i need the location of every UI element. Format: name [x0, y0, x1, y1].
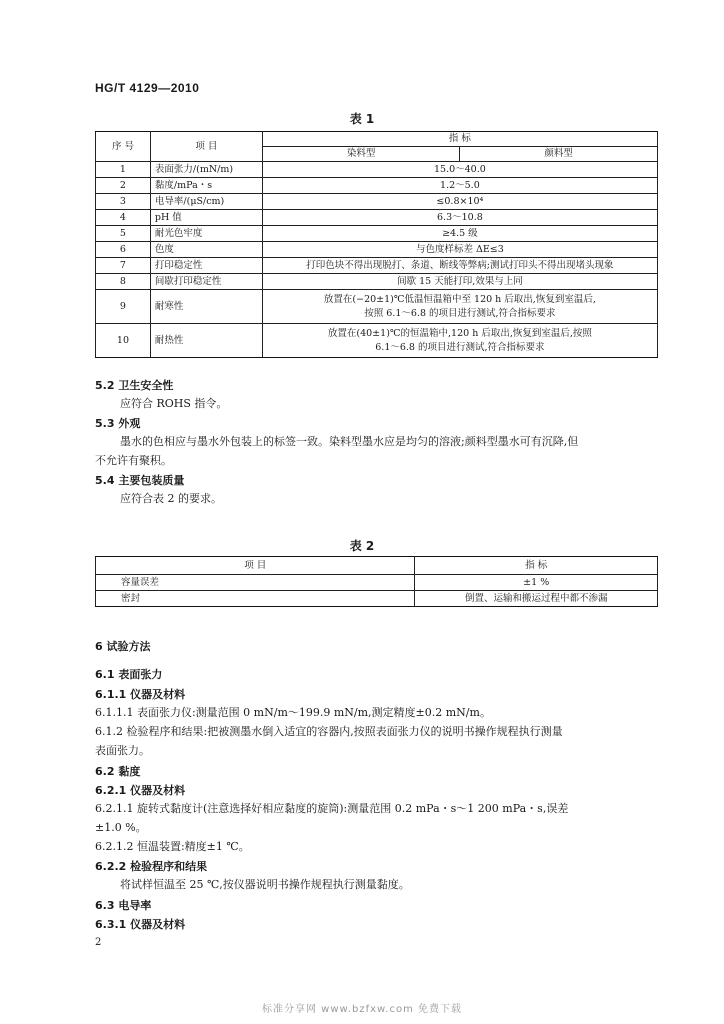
section-6-2-1-1-text-line1: 6.2.1.1 旋转式黏度计(注意选择好相应黏度的旋筒):测量范围 0.2 mPa・s～1 200 mPa・s,误差	[95, 802, 569, 815]
table-row	[96, 575, 658, 591]
section-6-1-1-heading: 6.1.1 仪器及材料	[95, 688, 186, 701]
row-item: 耐光色牢度	[150, 226, 262, 242]
row-item: 打印稳定性	[150, 258, 262, 274]
standard-number: HG/T 4129—2010	[95, 81, 200, 95]
section-6-3-1-heading: 6.3.1 仪器及材料	[95, 918, 186, 931]
header-pigment: 颜料型	[460, 147, 658, 162]
row-value: 倒置、运输和搬运过程中都不渗漏	[415, 591, 658, 607]
section-6-2-1-1-text-line2: ±1.0 %。	[95, 821, 147, 834]
table1	[95, 131, 658, 358]
row-value: 1.2～5.0	[262, 178, 657, 194]
row-no: 5	[96, 226, 151, 242]
row-no: 3	[96, 194, 151, 210]
section-5-2-text: 应符合 ROHS 指令。	[120, 397, 228, 410]
section-6-1-1-1-text: 6.1.1.1 表面张力仪:测量范围 0 mN/m～199.9 mN/m,测定精度±0.2 mN/m。	[95, 706, 491, 719]
table-row	[96, 591, 658, 607]
header-seq: 序 号	[96, 132, 151, 162]
row-value: 与色度样标差 ΔE≤3	[262, 242, 657, 258]
row-item: 耐热性	[150, 324, 262, 358]
row-value: 间歇 15 天能打印,效果与上同	[262, 274, 657, 290]
section-6-2-heading: 6.2 黏度	[95, 765, 141, 778]
header-dye: 染料型	[262, 147, 460, 162]
section-5-3-heading: 5.3 外观	[95, 417, 141, 430]
section-5-2-heading: 5.2 卫生安全性	[95, 379, 174, 392]
row-item: 色度	[150, 242, 262, 258]
section-6-2-2-text: 将试样恒温至 25 ℃,按仪器说明书操作规程执行测量黏度。	[120, 878, 410, 891]
row-no: 6	[96, 242, 151, 258]
section-5-3-text-line1: 墨水的色相应与墨水外包装上的标签一致。染料型墨水应是均匀的溶液;颜料型墨水可有沉降,但	[120, 435, 579, 448]
table-row	[96, 324, 658, 358]
table-row	[96, 226, 658, 242]
table-row	[96, 242, 658, 258]
table1-caption: 表 1	[349, 112, 375, 126]
table2-caption: 表 2	[349, 539, 375, 553]
row-item: 电导率/(μS/cm)	[150, 194, 262, 210]
row-value: ±1 %	[415, 575, 658, 591]
section-6-1-2-text-line2: 表面张力。	[95, 744, 150, 757]
row-item: 容量误差	[96, 575, 415, 591]
table-row	[96, 178, 658, 194]
table-row	[96, 290, 658, 324]
row-item: 表面张力/(mN/m)	[150, 162, 262, 178]
table-row	[96, 274, 658, 290]
row-value: 放置在(40±1)℃的恒温箱中,120 h 后取出,恢复到室温后,按照 6.1～6.8 的项目进行测试,符合指标要求	[262, 324, 657, 358]
section-6-1-heading: 6.1 表面张力	[95, 668, 163, 681]
row-no: 1	[96, 162, 151, 178]
footer-watermark: 标准分享网 www.bzfxw.com 免费下载	[262, 1004, 462, 1015]
row-item: 间歇打印稳定性	[150, 274, 262, 290]
row-no: 9	[96, 290, 151, 324]
section-6-1-2-text-line1: 6.1.2 检验程序和结果:把被测墨水倒入适宜的容器内,按照表面张力仪的说明书操作规程执行测量	[95, 725, 563, 738]
section-6-heading: 6 试验方法	[95, 640, 151, 653]
row-item: 黏度/mPa・s	[150, 178, 262, 194]
row-value: 15.0～40.0	[262, 162, 657, 178]
section-6-3-heading: 6.3 电导率	[95, 899, 152, 912]
row-value: 放置在(−20±1)℃低温恒温箱中至 120 h 后取出,恢复到室温后, 按照 6.1～6.8 的项目进行测试,符合指标要求	[262, 290, 657, 324]
section-6-2-2-heading: 6.2.2 检验程序和结果	[95, 860, 208, 873]
row-item: pH 值	[150, 210, 262, 226]
header-indicator: 指 标	[262, 132, 657, 147]
row-no: 7	[96, 258, 151, 274]
row-value: ≥4.5 级	[262, 226, 657, 242]
section-5-3-text-line2: 不允许有聚积。	[95, 454, 172, 467]
section-6-2-1-heading: 6.2.1 仪器及材料	[95, 784, 186, 797]
table-row	[96, 210, 658, 226]
header-indicator: 指 标	[415, 557, 658, 575]
page-number: 2	[95, 937, 102, 948]
row-no: 8	[96, 274, 151, 290]
table-row	[96, 258, 658, 274]
header-item: 项 目	[150, 132, 262, 162]
section-5-4-text: 应符合表 2 的要求。	[120, 492, 222, 505]
table-row	[96, 162, 658, 178]
row-value: 打印色块不得出现脱打、条道、断线等弊病;测试打印头不得出现堵头现象	[262, 258, 657, 274]
table-row	[96, 194, 658, 210]
section-6-2-1-2-text: 6.2.1.2 恒温装置:精度±1 ℃。	[95, 840, 250, 853]
row-item: 耐寒性	[150, 290, 262, 324]
row-no: 4	[96, 210, 151, 226]
row-no: 10	[96, 324, 151, 358]
row-value: ≤0.8×10⁴	[262, 194, 657, 210]
header-item: 项 目	[96, 557, 415, 575]
row-value: 6.3～10.8	[262, 210, 657, 226]
table2	[95, 556, 658, 607]
row-no: 2	[96, 178, 151, 194]
row-item: 密封	[96, 591, 415, 607]
section-5-4-heading: 5.4 主要包装质量	[95, 474, 185, 487]
